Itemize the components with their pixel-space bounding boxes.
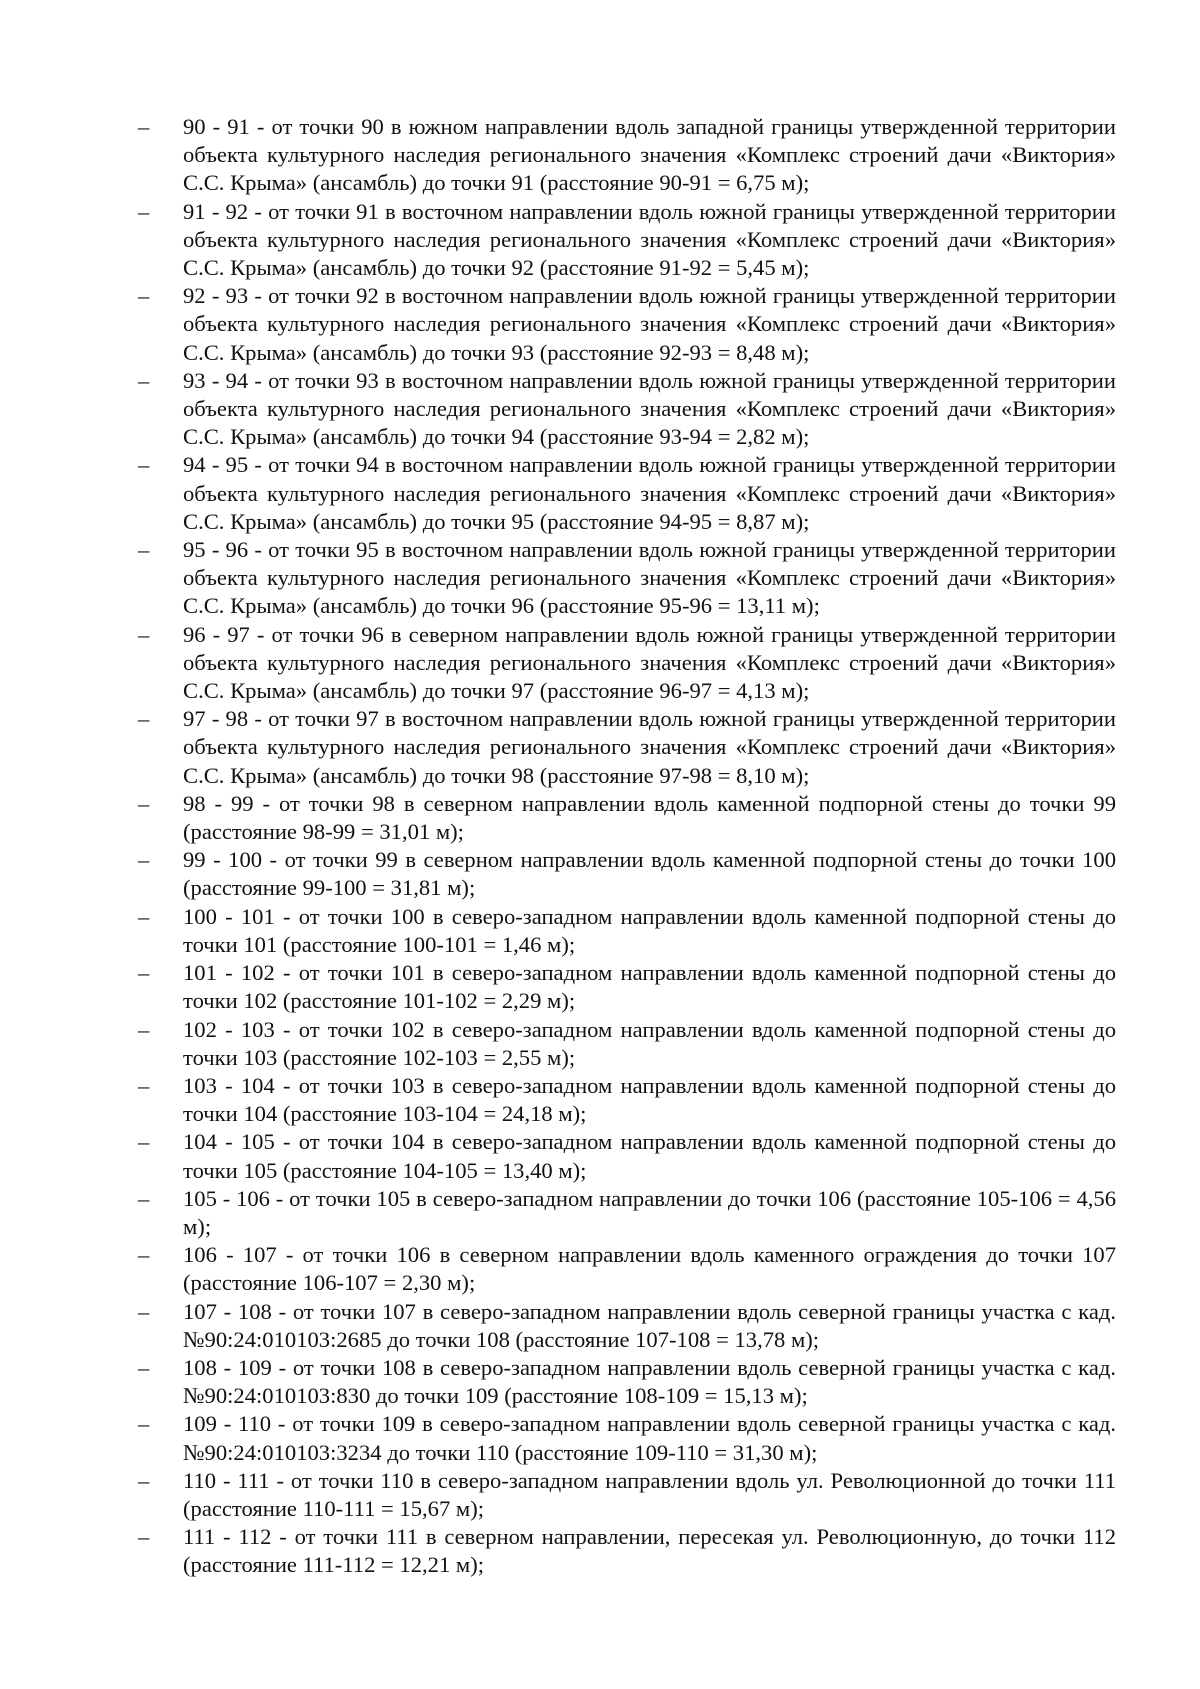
dash-bullet: –	[138, 903, 150, 929]
list-item	[138, 536, 1116, 621]
list-item	[138, 198, 1116, 283]
dash-bullet: –	[138, 1185, 150, 1211]
list-item-text: 104 - 105 - от точки 104 в северо-западном направлении вдоль каменной подпорной стены до точки 105 (расстояние 104-105 = 13,40 м);	[183, 1129, 1116, 1183]
list-item	[138, 790, 1116, 846]
dash-bullet: –	[138, 283, 150, 309]
list-item	[138, 1410, 1116, 1466]
list-item-text: 100 - 101 - от точки 100 в северо-западном направлении вдоль каменной подпорной стены до точки 101 (расстояние 100-101 = 1,46 м);	[183, 903, 1116, 957]
list-item-text: 106 - 107 - от точки 106 в северном направлении вдоль каменного ограждения до точки 107 (расстояние 106-107 = 2,30 м);	[183, 1242, 1116, 1296]
list-item	[138, 705, 1116, 790]
list-item-text: 95 - 96 - от точки 95 в восточном направлении вдоль южной границы утвержденной территории объекта культурного наследия регионального значения «Комплекс строений дачи «Виктория» С.С. Крыма» (ансамбль) до точки 96 (расстояние 95-96 = 13,11 м);	[183, 537, 1116, 619]
list-item-text: 107 - 108 - от точки 107 в северо-западном направлении вдоль северной границы участка с кад. №90:24:010103:2685 до точки 108 (расстояние 107-108 = 13,78 м);	[183, 1298, 1116, 1352]
list-item	[138, 1072, 1116, 1128]
list-item-text: 111 - 112 - от точки 111 в северном направлении, пересекая ул. Революционную, до точки 112 (расстояние 111-112 = 12,21 м);	[183, 1524, 1116, 1578]
list-item-text: 103 - 104 - от точки 103 в северо-западном направлении вдоль каменной подпорной стены до точки 104 (расстояние 103-104 = 24,18 м);	[183, 1072, 1116, 1127]
list-item-text: 96 - 97 - от точки 96 в северном направлении вдоль южной границы утвержденной территории объекта культурного наследия регионального значения «Комплекс строений дачи «Виктория» С.С. Крыма» (ансамбль) до точки 97 (расстояние 96-97 = 4,13 м);	[183, 621, 1116, 704]
dash-bullet: –	[138, 452, 150, 478]
dash-bullet: –	[138, 847, 150, 873]
list-item	[138, 1241, 1116, 1297]
dash-bullet: –	[138, 1467, 150, 1493]
list-item	[138, 451, 1116, 536]
list-item-text: 94 - 95 - от точки 94 в восточном направлении вдоль южной границы утвержденной территории объекта культурного наследия регионального значения «Комплекс строений дачи «Виктория» С.С. Крыма» (ансамбль) до точки 95 (расстояние 94-95 = 8,87 м);	[183, 452, 1116, 534]
list-item	[138, 367, 1116, 452]
dash-bullet: –	[138, 1129, 150, 1155]
list-item-text: 99 - 100 - от точки 99 в северном направлении вдоль каменной подпорной стены до точки 100 (расстояние 99-100 = 31,81 м);	[183, 847, 1116, 901]
list-item	[138, 959, 1116, 1015]
list-item-text: 101 - 102 - от точки 101 в северо-западном направлении вдоль каменной подпорной стены до точки 102 (расстояние 101-102 = 2,29 м);	[183, 960, 1116, 1014]
list-item-text: 102 - 103 - от точки 102 в северо-западном направлении вдоль каменной подпорной стены до точки 103 (расстояние 102-103 = 2,55 м);	[183, 1016, 1116, 1070]
list-item	[138, 621, 1116, 706]
dash-bullet: –	[138, 1242, 150, 1268]
list-item-text: 110 - 111 - от точки 110 в северо-западном направлении вдоль ул. Революционной до точки 111 (расстояние 110-111 = 15,67 м);	[183, 1467, 1116, 1521]
list-item-text: 109 - 110 - от точки 109 в северо-западном направлении вдоль северной границы участка с кад. №90:24:010103:3234 до точки 110 (расстояние 109-110 = 31,30 м);	[183, 1411, 1116, 1465]
dash-bullet: –	[138, 198, 150, 224]
list-item	[138, 1298, 1116, 1354]
dash-bullet: –	[138, 114, 150, 139]
list-item-text: 98 - 99 - от точки 98 в северном направлении вдоль каменной подпорной стены до точки 99 (расстояние 98-99 = 31,01 м);	[183, 790, 1116, 845]
list-item	[138, 903, 1116, 959]
list-item-text: 90 - 91 - от точки 90 в южном направлении вдоль западной границы утвержденной территории объекта культурного наследия регионального значения «Комплекс строений дачи «Виктория» С.С. Крыма» (ансамбль) до точки 91 (расстояние 90-91 = 6,75 м);	[183, 114, 1116, 196]
dash-bullet: –	[138, 1016, 150, 1042]
list-item-text: 105 - 106 - от точки 105 в северо-западном направлении до точки 106 (расстояние 105-106 = 4,56 м);	[183, 1185, 1116, 1239]
list-item-text: 108 - 109 - от точки 108 в северо-западном направлении вдоль северной границы участка с кад. №90:24:010103:830 до точки 109 (расстояние 108-109 = 15,13 м);	[183, 1354, 1116, 1409]
dash-bullet: –	[138, 1298, 150, 1324]
list-item	[138, 1185, 1116, 1241]
list-item	[138, 846, 1116, 902]
dash-bullet: –	[138, 1354, 150, 1380]
dash-bullet: –	[138, 1411, 150, 1437]
list-item-text: 93 - 94 - от точки 93 в восточном направлении вдоль южной границы утвержденной территории объекта культурного наследия регионального значения «Комплекс строений дачи «Виктория» С.С. Крыма» (ансамбль) до точки 94 (расстояние 93-94 = 2,82 м);	[183, 367, 1116, 450]
list-item	[138, 1467, 1116, 1523]
list-item-text: 92 - 93 - от точки 92 в восточном направлении вдоль южной границы утвержденной территории объекта культурного наследия регионального значения «Комплекс строений дачи «Виктория» С.С. Крыма» (ансамбль) до точки 93 (расстояние 92-93 = 8,48 м);	[183, 283, 1116, 365]
list-item	[138, 282, 1116, 367]
dash-bullet: –	[138, 537, 150, 563]
dash-bullet: –	[138, 621, 150, 647]
list-item-text: 97 - 98 - от точки 97 в восточном направлении вдоль южной границы утвержденной территории объекта культурного наследия регионального значения «Комплекс строений дачи «Виктория» С.С. Крыма» (ансамбль) до точки 98 (расстояние 97-98 = 8,10 м);	[183, 706, 1116, 788]
dash-bullet: –	[138, 1524, 150, 1550]
dash-bullet: –	[138, 960, 150, 986]
dash-bullet: –	[138, 790, 150, 816]
list-item	[138, 113, 1116, 198]
boundary-description-list	[138, 113, 1116, 1580]
list-item	[138, 1128, 1116, 1184]
dash-bullet: –	[138, 706, 150, 732]
dash-bullet: –	[138, 1072, 150, 1098]
dash-bullet: –	[138, 367, 150, 393]
list-item	[138, 1016, 1116, 1072]
list-item	[138, 1354, 1116, 1410]
list-item	[138, 1523, 1116, 1579]
list-item-text: 91 - 92 - от точки 91 в восточном направлении вдоль южной границы утвержденной территории объекта культурного наследия регионального значения «Комплекс строений дачи «Виктория» С.С. Крыма» (ансамбль) до точки 92 (расстояние 91-92 = 5,45 м);	[183, 198, 1116, 281]
